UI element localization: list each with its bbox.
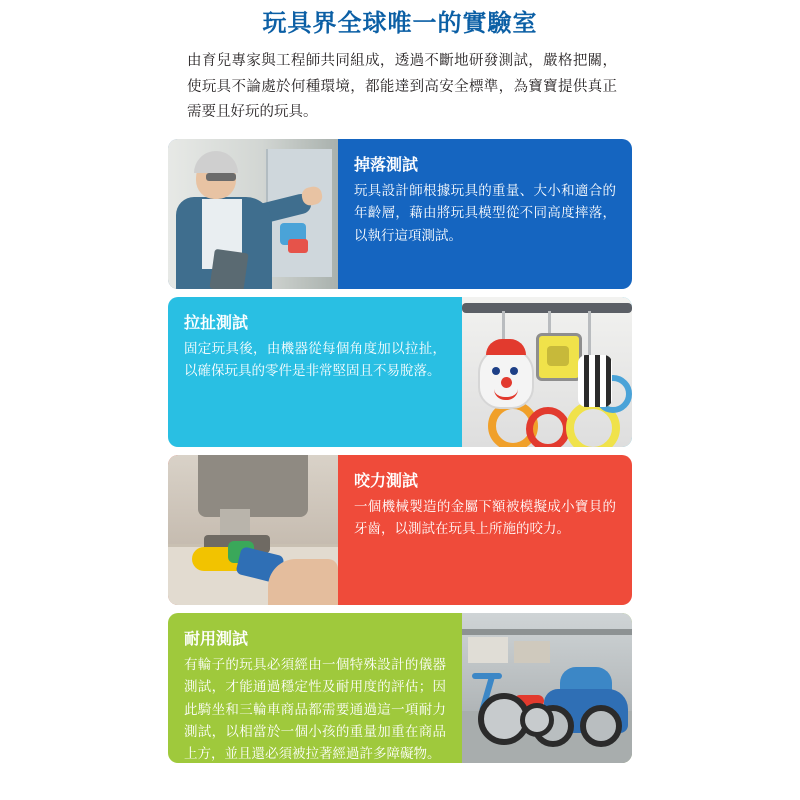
card-title-drop-test: 掉落測試 — [354, 155, 419, 175]
photo-pull-test — [462, 297, 632, 447]
card-body-pull-test: 固定玩具後，由機器從每個角度加以拉扯，以確保玩具的零件是非常堅固且不易脫落。 — [184, 341, 446, 380]
card-title-pull-test: 拉扯測試 — [184, 313, 249, 333]
page-title: 玩具界全球唯一的實驗室 — [262, 9, 538, 37]
card-durability-test — [168, 613, 632, 763]
card-text-bite-test — [338, 455, 632, 605]
photo-bite-test — [168, 455, 338, 605]
card-bite-test — [168, 455, 632, 605]
card-pull-test — [168, 297, 632, 447]
card-drop-test — [168, 139, 632, 289]
card-body-bite-test: 一個機械製造的金屬下額被模擬成小寶貝的牙齒，以測試在玩具上所施的咬力。 — [354, 499, 616, 538]
card-text-drop-test — [338, 139, 632, 289]
card-body-drop-test: 玩具設計師根據玩具的重量、大小和適合的年齡層，藉由將玩具模型從不同高度摔落，以執行這項測試。 — [354, 183, 616, 244]
photo-durability-test — [462, 613, 632, 763]
intro-paragraph: 由育兒專家與工程師共同組成，透過不斷地研發測試，嚴格把關，使玩具不論處於何種環境，都能達到高安全標準，為寶寶提供真正需要且好玩的玩具。 — [187, 53, 617, 120]
card-text-pull-test — [168, 297, 462, 447]
photo-drop-test — [168, 139, 338, 289]
card-text-durability-test — [168, 613, 462, 763]
test-cards-list — [0, 139, 800, 763]
card-title-bite-test: 咬力測試 — [354, 471, 419, 491]
card-body-durability-test: 有輪子的玩具必須經由一個特殊設計的儀器測試，才能通過穩定性及耐用度的評估；因此騎坐和三輪車商品都需要通過這一項耐力測試，以相當於一個小孩的重量加重在商品上方，並且還必須被拉著經過許多障礙物。 — [184, 657, 446, 763]
card-title-durability-test: 耐用測試 — [184, 629, 249, 649]
